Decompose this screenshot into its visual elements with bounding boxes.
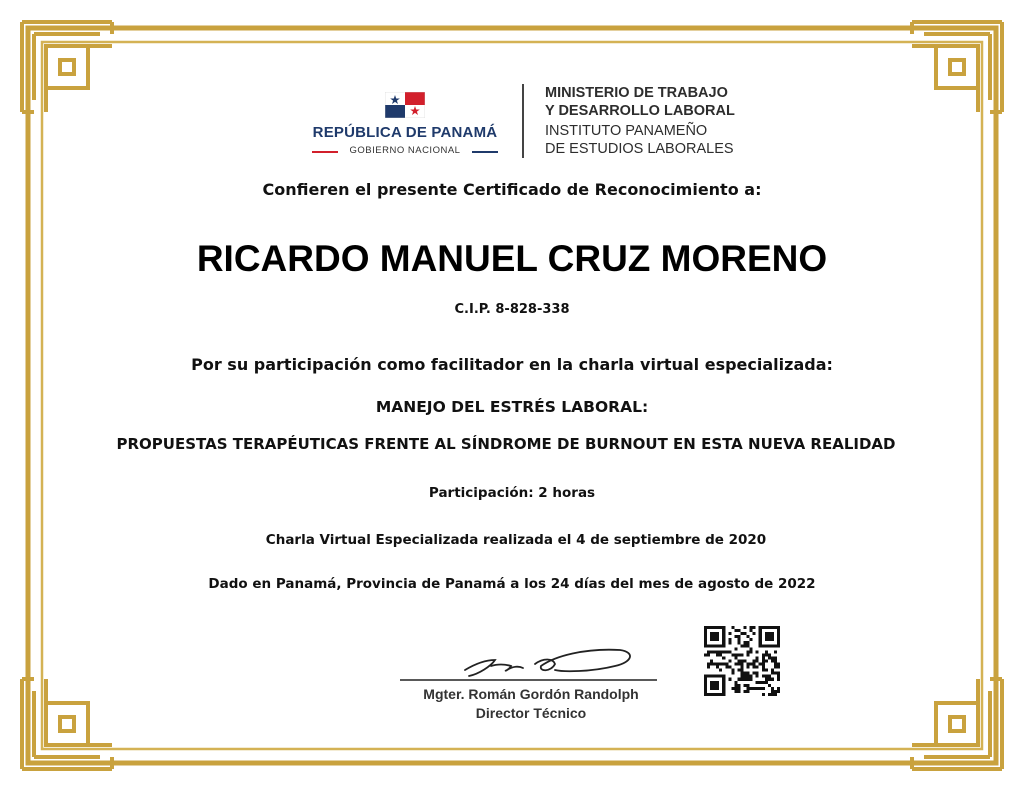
- ministry-line-2: Y DESARROLLO LABORAL: [545, 103, 735, 119]
- recipient-id: C.I.P. 8-828-338: [454, 302, 570, 317]
- handwritten-signature: [395, 636, 667, 686]
- government-label: GOBIERNO NACIONAL: [349, 145, 461, 156]
- issue-statement: Dado en Panamá, Provincia de Panamá a los 24 días del mes de agosto de 2022: [208, 576, 816, 592]
- frame-corner-top-left: [22, 22, 112, 112]
- institute-line-2: DE ESTUDIOS LABORALES: [545, 141, 734, 157]
- ministry-name: [545, 84, 735, 120]
- certificate-intro: Confieren el presente Certificado de Reconocimiento a:: [262, 180, 762, 199]
- blue-rule: [472, 151, 498, 153]
- recipient-name: RICARDO MANUEL CRUZ MORENO: [196, 238, 828, 279]
- talk-title-line-1: MANEJO DEL ESTRÉS LABORAL:: [375, 398, 649, 416]
- institute-name: [545, 122, 734, 158]
- institute-line-1: INSTITUTO PANAMEÑO: [545, 123, 708, 139]
- country-name: REPÚBLICA DE PANAMÁ: [312, 124, 498, 141]
- participation-intro: Por su participación como facilitador en la charla virtual especializada:: [191, 355, 833, 374]
- event-date: Charla Virtual Especializada realizada el 4 de septiembre de 2020: [265, 532, 767, 548]
- talk-title-line-2: PROPUESTAS TERAPÉUTICAS FRENTE AL SÍNDROME DE BURNOUT EN ESTA NUEVA REALIDAD: [116, 435, 896, 453]
- red-rule: [312, 151, 338, 153]
- signer-title: Director Técnico: [475, 705, 587, 721]
- participation-hours: Participación: 2 horas: [428, 485, 596, 501]
- header-divider: [522, 84, 524, 158]
- signer-name: Mgter. Román Gordón Randolph: [423, 686, 639, 702]
- frame-corner-top-right: [912, 22, 1002, 112]
- qr-code-icon: [704, 626, 780, 696]
- government-label-row: [312, 145, 498, 159]
- frame-corner-bottom-left: [22, 679, 112, 769]
- panama-flag-icon: [385, 92, 425, 118]
- ministry-line-1: MINISTERIO DE TRABAJO: [545, 85, 728, 101]
- frame-corner-bottom-right: [912, 679, 1002, 769]
